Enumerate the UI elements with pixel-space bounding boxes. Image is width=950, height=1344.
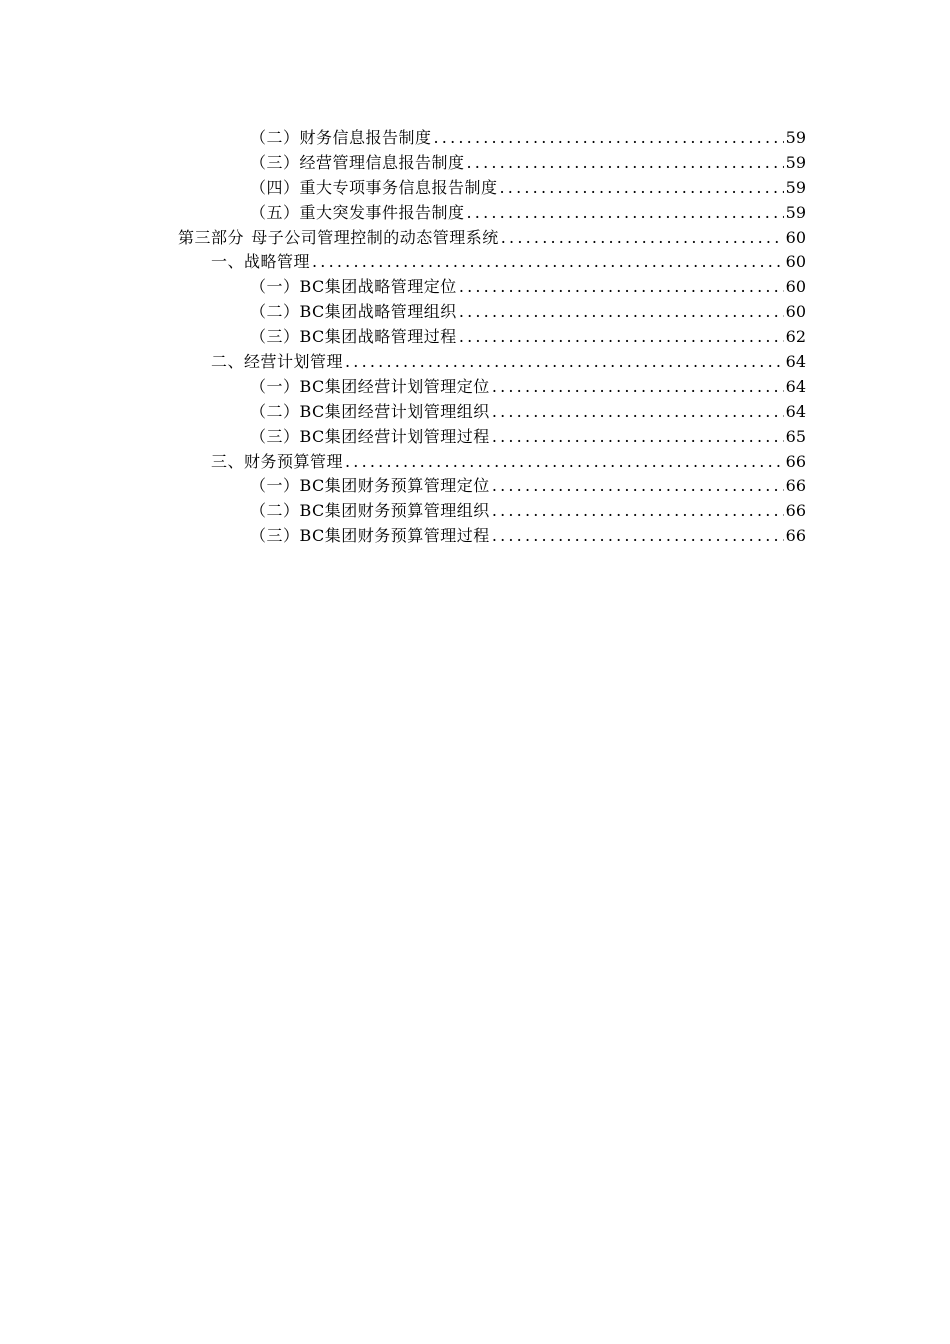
toc-entry[interactable]: [178, 425, 806, 450]
toc-entry[interactable]: [178, 350, 806, 375]
toc-page-number: 60: [785, 277, 806, 297]
toc-entry-title: （一）BC集团战略管理定位: [250, 277, 457, 297]
toc-entry-title: （五）重大突发事件报告制度: [250, 202, 465, 222]
toc-page-number: 66: [785, 526, 806, 546]
toc-leader-dots: [459, 275, 784, 300]
toc-entry[interactable]: [178, 201, 806, 226]
toc-entry-title: （二）BC集团经营计划管理组织: [250, 401, 490, 421]
toc-entry-title: 一、战略管理: [211, 252, 311, 272]
toc-entry[interactable]: [178, 300, 806, 325]
toc-page-number: 59: [785, 128, 806, 147]
toc-entry[interactable]: [178, 275, 806, 300]
toc-entry-title: （三）BC集团财务预算管理过程: [250, 526, 490, 546]
toc-entry[interactable]: [178, 126, 806, 151]
toc-entry-title: 三、财务预算管理: [211, 451, 344, 471]
toc-leader-dots: [312, 250, 784, 275]
toc-entry-title: （三）经营管理信息报告制度: [250, 152, 465, 172]
toc-leader-dots: [500, 176, 784, 201]
toc-leader-dots: [345, 450, 784, 475]
toc-page-number: 66: [785, 501, 806, 521]
toc-page-number: 60: [785, 227, 806, 247]
toc-leader-dots: [492, 400, 784, 425]
toc-page-number: 64: [785, 352, 806, 372]
toc-entry-title: （二）财务信息报告制度: [250, 128, 432, 147]
toc-leader-dots: [459, 325, 784, 350]
toc-entry[interactable]: [178, 474, 806, 499]
toc-entry[interactable]: [178, 325, 806, 350]
toc-page-number: 64: [785, 376, 806, 396]
table-of-contents: [178, 126, 806, 549]
toc-entry[interactable]: [178, 151, 806, 176]
toc-page-number: 60: [785, 302, 806, 322]
toc-entry-title: （二）BC集团财务预算管理组织: [250, 501, 490, 521]
toc-entry-title: 二、经营计划管理: [211, 352, 344, 372]
toc-entry-title: （三）BC集团经营计划管理过程: [250, 426, 490, 446]
toc-part-label: 第三部分: [178, 227, 245, 247]
toc-page-number: 60: [785, 252, 806, 272]
toc-leader-dots: [492, 375, 784, 400]
toc-entry-title: （四）重大专项事务信息报告制度: [250, 177, 498, 197]
toc-leader-dots: [492, 474, 784, 499]
toc-entry-title: （一）BC集团经营计划管理定位: [250, 376, 490, 396]
toc-page-number: 65: [785, 426, 806, 446]
toc-leader-dots: [492, 499, 784, 524]
toc-page-number: 62: [785, 327, 806, 347]
toc-entry[interactable]: [178, 450, 806, 475]
toc-leader-dots: [345, 350, 784, 375]
toc-page-number: 64: [785, 401, 806, 421]
toc-leader-dots: [492, 425, 784, 450]
toc-entry[interactable]: [178, 375, 806, 400]
toc-leader-dots: [501, 226, 784, 251]
toc-leader-dots: [467, 201, 784, 226]
toc-page-number: 59: [785, 152, 806, 172]
toc-leader-dots: [459, 300, 784, 325]
toc-entry[interactable]: [178, 400, 806, 425]
toc-page-number: 59: [785, 177, 806, 197]
toc-part-entry[interactable]: [178, 226, 806, 251]
toc-entry-title: 母子公司管理控制的动态管理系统: [251, 227, 499, 247]
toc-entry-title: （三）BC集团战略管理过程: [250, 327, 457, 347]
toc-entry[interactable]: [178, 499, 806, 524]
toc-entry-title: （二）BC集团战略管理组织: [250, 302, 457, 322]
toc-page-number: 66: [785, 451, 806, 471]
toc-entry[interactable]: [178, 524, 806, 549]
toc-entry[interactable]: [178, 176, 806, 201]
toc-leader-dots: [492, 524, 784, 549]
toc-entry[interactable]: [178, 250, 806, 275]
toc-page-number: 66: [785, 476, 806, 496]
toc-entry-title: （一）BC集团财务预算管理定位: [250, 476, 490, 496]
toc-page-number: 59: [785, 202, 806, 222]
toc-leader-dots: [434, 126, 784, 151]
toc-leader-dots: [467, 151, 784, 176]
